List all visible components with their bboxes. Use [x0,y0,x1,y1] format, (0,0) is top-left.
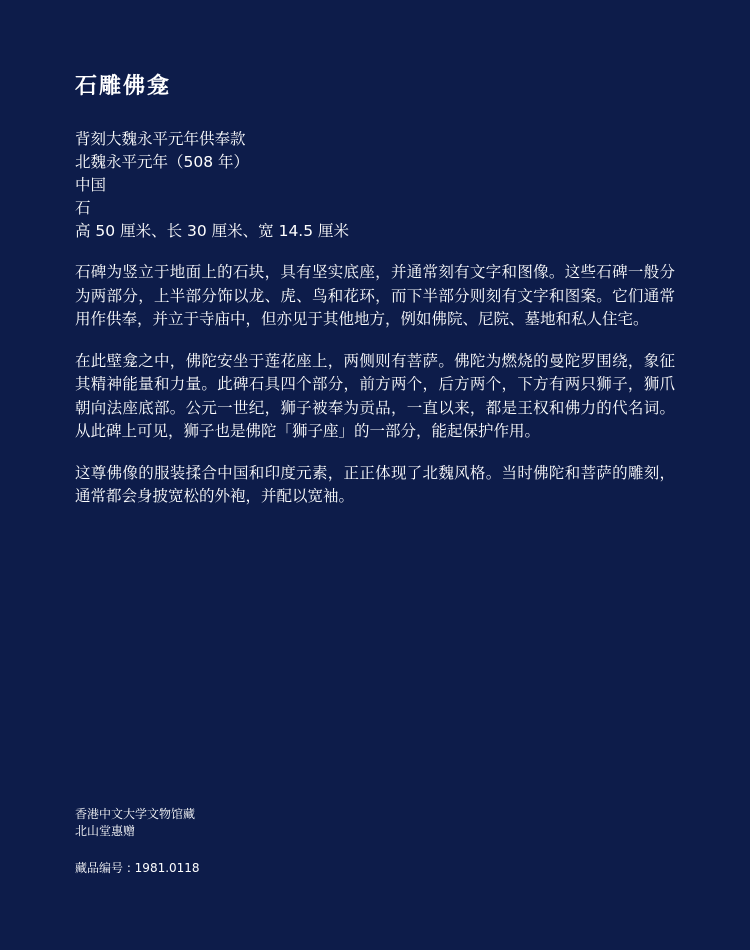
description-paragraph-2: 在此壁龛之中，佛陀安坐于莲花座上，两侧则有菩萨。佛陀为燃烧的曼陀罗围绕，象征其精神能量和力量。此碑石具四个部分，前方两个，后方两个，下方有两只狮子，狮爪朝向法座底部。公元一世纪，狮子被奉为贡品，一直以来，都是王权和佛力的代名词。从此碑上可见，狮子也是佛陀「狮子座」的一部分，能起保护作用。 [75,351,675,440]
donor-credit: 北山堂惠赠 [75,824,136,838]
collection-credit: 香港中文大学文物馆藏 [75,807,196,821]
origin-line: 中国 [75,176,107,194]
artwork-title: 石雕佛龛 [75,74,172,99]
inscription-line: 背刻大魏永平元年供奉款 [75,130,246,148]
description-paragraph-3: 这尊佛像的服装揉合中国和印度元素，正正体现了北魏风格。当时佛陀和菩萨的雕刻，通常都会身披宽松的外袍，并配以宽袖。 [75,463,675,505]
credit-block [75,806,375,840]
material-line: 石 [75,199,91,217]
artwork-details [75,128,675,243]
dimensions-line: 高 50 厘米、长 30 厘米、宽 14.5 厘米 [75,222,350,240]
description-paragraph-1: 石碑为竖立于地面上的石块，具有坚实底座，并通常刻有文字和图像。这些石碑一般分为两部分，上半部分饰以龙、虎、鸟和花环，而下半部分则刻有文字和图案。它们通常用作供奉，并立于寺庙中，但亦见于其他地方，例如佛院、尼院、墓地和私人住宅。 [75,263,675,328]
period-line: 北魏永平元年（508 年） [75,153,250,171]
museum-label [75,70,675,527]
accession-number: 藏品编号 : 1981.0118 [75,861,200,875]
